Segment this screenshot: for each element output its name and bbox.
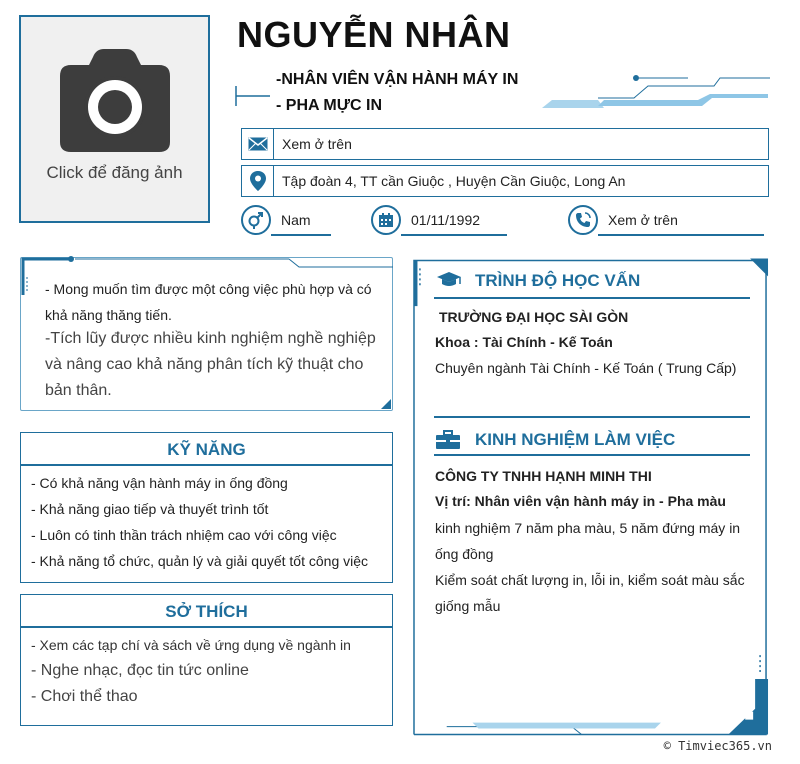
gender-value[interactable]: Nam bbox=[281, 212, 311, 228]
skills-heading: KỸ NĂNG bbox=[21, 433, 392, 466]
major: Chuyên ngành Tài Chính - Kế Toán ( Trung Cấp) bbox=[435, 360, 737, 376]
candidate-name: NGUYỄN NHÂN bbox=[237, 14, 511, 55]
briefcase-icon bbox=[435, 430, 461, 450]
address-value[interactable]: Tập đoàn 4, TT cần Giuộc , Huyện Cần Giuộc, Long An bbox=[282, 173, 626, 189]
job-title-line-2: - PHA MỰC IN bbox=[276, 97, 383, 114]
gender-field bbox=[241, 203, 341, 239]
objective-text-2: -Tích lũy được nhiều kinh nghiệm nghề nghiệp và nâng cao khả năng phân tích kỹ thuật cho bản thân. bbox=[45, 330, 376, 399]
address-row bbox=[241, 165, 769, 197]
school-name: TRƯỜNG ĐẠI HỌC SÀI GÒN bbox=[439, 309, 629, 325]
phone-icon bbox=[575, 212, 591, 228]
job-title-line-1: -NHÂN VIÊN VẬN HÀNH MÁY IN bbox=[276, 71, 519, 88]
education-heading: TRÌNH ĐỘ HỌC VẤN bbox=[475, 271, 641, 290]
email-row bbox=[241, 128, 769, 160]
education-header bbox=[434, 259, 750, 299]
dob-underline bbox=[401, 234, 507, 236]
list-item: - Có khả năng vận hành máy in ống đồng bbox=[31, 475, 288, 491]
job-description-1: kinh nghiệm 7 năm pha màu, 5 năm đứng máy in ống đồng bbox=[435, 520, 741, 562]
email-value[interactable]: Xem ở trên bbox=[282, 136, 352, 152]
list-item: - Khả năng tổ chức, quản lý và giải quyết tốt công việc bbox=[31, 553, 369, 569]
list-item: - Nghe nhạc, đọc tin tức online bbox=[31, 662, 249, 679]
dob-value[interactable]: 01/11/1992 bbox=[411, 212, 481, 228]
copyright-text: © Timviec365.vn bbox=[663, 739, 772, 753]
experience-header bbox=[434, 416, 750, 456]
faculty: Khoa : Tài Chính - Kế Toán bbox=[435, 334, 613, 350]
list-item: - Khả năng giao tiếp và thuyết trình tốt bbox=[31, 501, 269, 517]
experience-heading: KINH NGHIỆM LÀM VIỆC bbox=[475, 430, 676, 449]
location-pin-icon bbox=[249, 170, 267, 192]
camera-icon bbox=[59, 47, 171, 153]
phone-field bbox=[568, 203, 768, 239]
objective-text-1: - Mong muốn tìm được một công việc phù hợp và có khả năng thăng tiến. bbox=[45, 281, 372, 323]
phone-underline bbox=[598, 234, 764, 236]
list-item: - Chơi thể thao bbox=[31, 688, 138, 705]
list-item: - Luôn có tinh thần trách nhiệm cao với công việc bbox=[31, 527, 337, 543]
photo-placeholder[interactable] bbox=[19, 15, 210, 223]
photo-upload-label: Click để đăng ảnh bbox=[46, 163, 183, 182]
phone-icon-circle bbox=[568, 205, 598, 235]
hobbies-list bbox=[21, 628, 392, 710]
email-icon-box bbox=[242, 129, 274, 159]
envelope-icon bbox=[248, 137, 268, 151]
calendar-icon bbox=[378, 212, 394, 228]
skills-list bbox=[21, 466, 392, 574]
skills-section bbox=[20, 432, 393, 583]
list-item: - Xem các tạp chí và sách về ứng dụng về ngành in bbox=[31, 637, 351, 653]
career-objective-box bbox=[20, 257, 393, 411]
gender-icon bbox=[247, 211, 265, 229]
hobbies-heading: SỞ THÍCH bbox=[21, 595, 392, 628]
dob-field bbox=[371, 203, 511, 239]
graduation-cap-icon bbox=[436, 271, 462, 289]
company-name: CÔNG TY TNHH HẠNH MINH THI bbox=[435, 468, 652, 484]
gender-underline bbox=[271, 234, 331, 236]
hobbies-section bbox=[20, 594, 393, 726]
job-description-2: Kiểm soát chất lượng in, lỗi in, kiểm soát màu sắc giống mẫu bbox=[435, 572, 745, 614]
phone-value[interactable]: Xem ở trên bbox=[608, 212, 678, 228]
gender-icon-circle bbox=[241, 205, 271, 235]
address-icon-box bbox=[242, 166, 274, 196]
circuit-decoration bbox=[538, 70, 770, 114]
dob-icon-circle bbox=[371, 205, 401, 235]
job-position: Vị trí: Nhân viên vận hành máy in - Pha màu bbox=[435, 493, 726, 509]
title-connector-decoration bbox=[232, 70, 276, 110]
